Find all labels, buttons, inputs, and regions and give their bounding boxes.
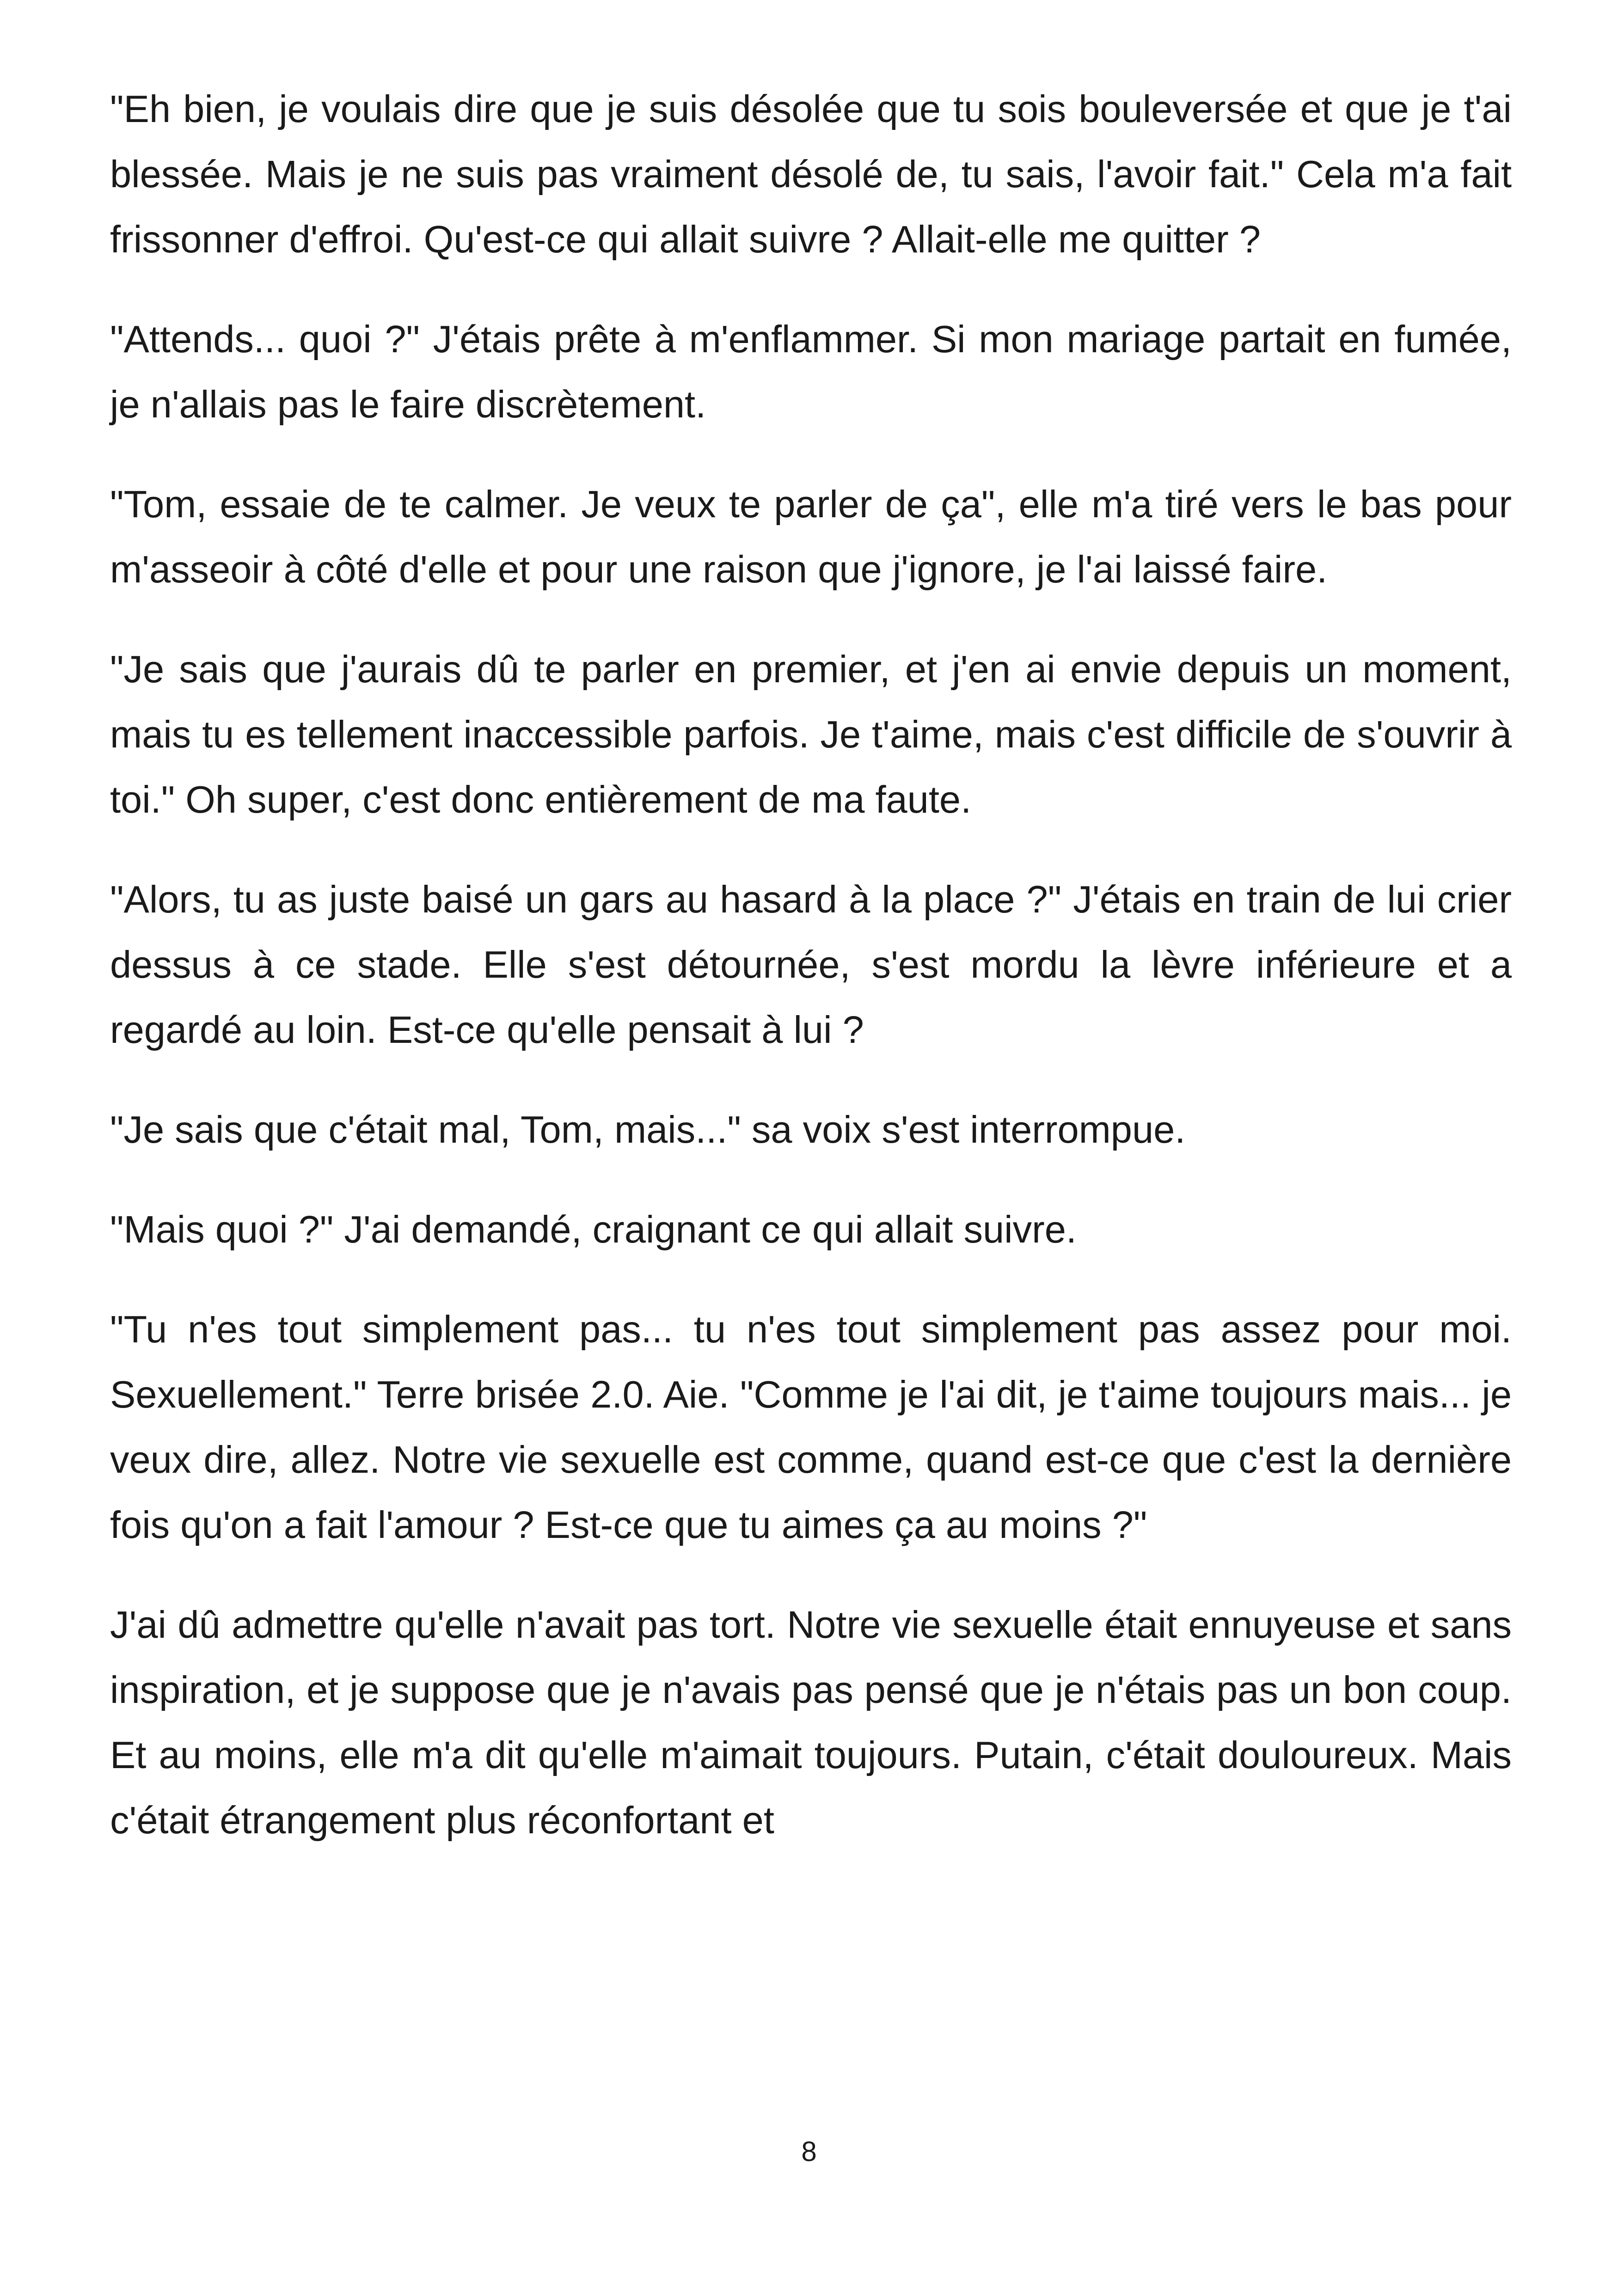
paragraph-6: "Je sais que c'était mal, Tom, mais..." sa voix s'est interrompue. xyxy=(110,1108,1186,1151)
paragraph-2: "Attends... quoi ?" J'étais prête à m'enflammer. Si mon mariage partait en fumée, je n'allais pas le faire discrètement. xyxy=(110,318,1512,426)
paragraph-3: "Tom, essaie de te calmer. Je veux te parler de ça", elle m'a tiré vers le bas pour m'asseoir à côté d'elle et pour une raison que j'ignore, je l'ai laissé faire. xyxy=(110,483,1512,591)
paragraph-9: J'ai dû admettre qu'elle n'avait pas tort. Notre vie sexuelle était ennuyeuse et sans inspiration, et je suppose que je n'avais pas pensé que je n'étais pas un bon coup. Et au moins, elle m'a dit qu'elle m'aimait toujours. Putain, c'était douloureux. Mais c'était étrangement plus réconfortant et xyxy=(110,1603,1512,1842)
paragraph-8: "Tu n'es tout simplement pas... tu n'es tout simplement pas assez pour moi. Sexuellement." Terre brisée 2.0. Aie. "Comme je l'ai dit, je t'aime toujours mais... je veux dire, allez. Notre vie sexuelle est comme, quand est-ce que c'est la dernière fois qu'on a fait l'amour ? Est-ce que tu aimes ça au moins ?" xyxy=(110,1308,1512,1546)
paragraph-1: "Eh bien, je voulais dire que je suis désolée que tu sois bouleversée et que je t'ai blessée. Mais je ne suis pas vraiment désolé de, tu sais, l'avoir fait." Cela m'a fait frissonner d'effroi. Qu'est-ce qui allait suivre ? Allait-elle me quitter ? xyxy=(110,87,1512,261)
page-number: 8 xyxy=(801,2136,817,2167)
paragraph-7: "Mais quoi ?" J'ai demandé, craignant ce qui allait suivre. xyxy=(110,1208,1077,1251)
paragraph-4: "Je sais que j'aurais dû te parler en premier, et j'en ai envie depuis un moment, mais tu es tellement inaccessible parfois. Je t'aime, mais c'est difficile de s'ouvrir à toi." Oh super, c'est donc entièrement de ma faute. xyxy=(110,648,1512,821)
body-text xyxy=(110,76,1512,1887)
paragraph-5: "Alors, tu as juste baisé un gars au hasard à la place ?" J'étais en train de lui crier dessus à ce stade. Elle s'est détournée, s'est mordu la lèvre inférieure et a regardé au loin. Est-ce qu'elle pensait à lui ? xyxy=(110,878,1512,1051)
